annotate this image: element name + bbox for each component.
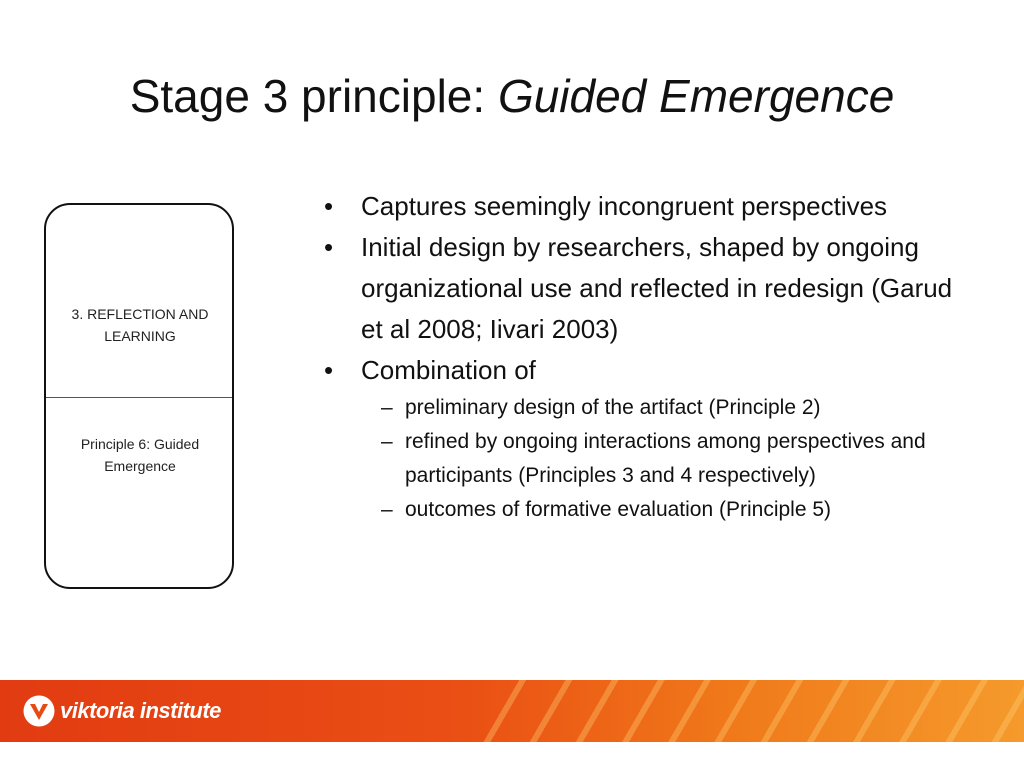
sub-bullet-marker: – bbox=[381, 498, 393, 521]
sub-bullet-text: outcomes of formative evaluation (Principle 5) bbox=[405, 498, 832, 521]
slide-title bbox=[0, 66, 1024, 126]
logo-text: viktoria institute bbox=[60, 698, 221, 723]
bullet-item bbox=[320, 350, 980, 527]
bullet-marker: • bbox=[324, 355, 334, 385]
stage-label-line2: LEARNING bbox=[104, 328, 176, 344]
sub-bullet-marker: – bbox=[381, 430, 393, 453]
viktoria-logo bbox=[22, 694, 221, 728]
sub-bullet-text: preliminary design of the artifact (Principle 2) bbox=[405, 396, 821, 419]
bullet-marker: • bbox=[324, 232, 334, 262]
principle-label bbox=[60, 433, 220, 477]
bullet-marker: • bbox=[324, 191, 334, 221]
sub-bullet-item bbox=[361, 425, 980, 493]
bullet-text: Combination of bbox=[361, 355, 536, 385]
stage-section bbox=[46, 205, 232, 398]
bullet-item bbox=[320, 186, 980, 227]
sub-bullet-item bbox=[361, 391, 980, 425]
bullet-list bbox=[320, 186, 980, 527]
footer-bar bbox=[0, 680, 1024, 742]
principle-label-line2: Emergence bbox=[104, 458, 176, 474]
sub-bullet-list bbox=[361, 391, 980, 527]
sub-bullet-marker: – bbox=[381, 396, 393, 419]
sub-bullet-item bbox=[361, 493, 980, 527]
bullet-text: Initial design by researchers, shaped by ongoing organizational use and reflected in redesign (Garud et al 2008; Iivari 2003) bbox=[361, 232, 953, 344]
slide-title-plain: Stage 3 principle: bbox=[129, 70, 498, 122]
bullet-item bbox=[320, 227, 980, 350]
viktoria-logo-icon bbox=[22, 694, 56, 728]
stage-label-line1: 3. REFLECTION AND bbox=[71, 306, 209, 322]
principle-label-line1: Principle 6: Guided bbox=[80, 436, 200, 452]
sub-bullet-text: refined by ongoing interactions among perspectives and participants (Principles 3 and 4 respectively) bbox=[405, 430, 926, 487]
bullet-text: Captures seemingly incongruent perspectives bbox=[361, 191, 888, 221]
stage-diagram bbox=[44, 203, 234, 589]
slide-title-emphasis: Guided Emergence bbox=[497, 70, 895, 122]
stage-label bbox=[60, 303, 220, 347]
